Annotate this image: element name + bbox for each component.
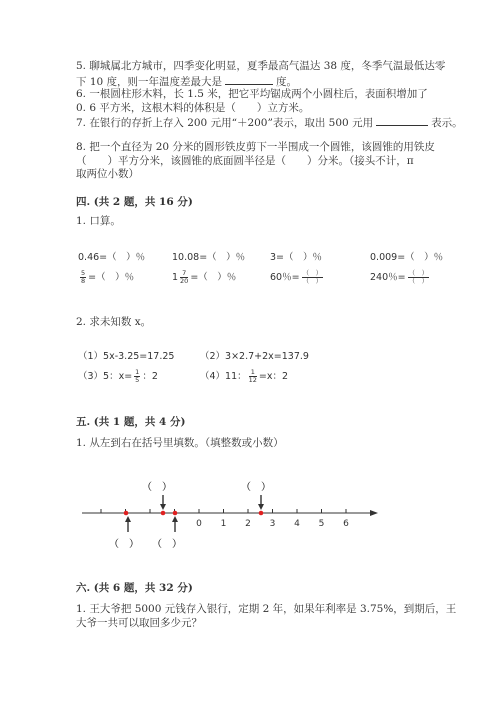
answer-paren[interactable]: （ ） (109, 539, 139, 550)
section-5-heading: 五. (共 1 题，共 4 分) (76, 416, 186, 428)
down-arrow-head (160, 504, 166, 510)
problem-6-line1: 6. 一根圆柱形木料，长 1.5 米，把它平均锯成两个小圆柱后，表面积增加了 (76, 88, 428, 100)
section-4-q1: 1. 口算。 (76, 215, 121, 227)
equation-item: （1）5x-3.25=17.25 (78, 351, 175, 362)
calc-item: 1 $\frac{7}{20}$ =（ ）％ (172, 269, 237, 285)
calc-item: 10.08=（ ）％ (172, 252, 246, 263)
calc-item: $\frac{5}{8}$ =（ ）％ (81, 269, 135, 285)
arrow-head-icon (370, 510, 378, 516)
problem-8-line1: 8. 把一个直径为 20 分米的圆形铁皮剪下一半围成一个圆锥，该圆锥的用铁皮 (76, 141, 435, 153)
problem-8-line2: （ ）平方分米，该圆锥的底面圆半径是（ ）分米。（接头不计，π (76, 155, 414, 167)
calc-item: 0.009=（ ）％ (370, 252, 444, 263)
number-line-point-marker (124, 511, 129, 516)
section-4-q2: 2. 求未知数 x。 (76, 316, 152, 328)
number-line-tick-label: 4 (294, 519, 300, 529)
problem-7-line (76, 116, 463, 130)
section-5-q1: 1. 从左到右在括号里填数。（填整数或小数） (76, 437, 284, 449)
up-arrow-head (125, 516, 131, 522)
equation-item: （4）11： $\frac{1}{12}$ =x：2 (200, 368, 289, 384)
section-4-heading: 四. (共 2 题，共 16 分) (76, 196, 193, 208)
number-line-tick-label: 3 (269, 519, 276, 529)
number-line-figure (0, 475, 500, 565)
answer-blank[interactable] (376, 116, 428, 126)
calc-item: 60％= $\frac{( )}{( )}$ (270, 269, 323, 285)
number-line-tick-label: 2 (245, 519, 251, 529)
equation-item: （3）5：x= $\frac{1}{5}$ ：2 (78, 368, 158, 384)
calc-item: 0.46=（ ）％ (78, 252, 146, 263)
problem-5-line2 (76, 75, 297, 89)
section-6-q1-line1: 1. 王大爷把 5000 元钱存入银行，定期 2 年，如果年利率是 3.75%，到期后，王 (76, 603, 457, 615)
fraction: $\frac{1}{12}$ (248, 368, 257, 384)
number-line-tick-label: 6 (343, 519, 349, 529)
problem-8-line3: 取两位小数） (76, 168, 139, 180)
problem-7-text-post: 表示。 (431, 117, 463, 129)
number-line-point-marker (173, 511, 178, 516)
fraction-blank[interactable]: $\frac{( )}{( )}$ (408, 269, 429, 285)
answer-paren[interactable]: （ ） (152, 539, 182, 550)
calc-item: 3=（ ）％ (270, 252, 323, 263)
answer-paren[interactable]: （ ） (142, 482, 172, 493)
fraction: $\frac{5}{8}$ (81, 269, 86, 285)
answer-paren[interactable]: （ ） (241, 482, 271, 493)
number-line-tick-label: 0 (196, 519, 202, 529)
section-6-q1-line2: 大爷一共可以取回多少元？ (76, 617, 202, 629)
fraction: $\frac{1}{5}$ (135, 368, 140, 384)
problem-5-line1: 5. 聊城属北方城市，四季变化明显，夏季最高气温达 38 度，冬季气温最低达零 (76, 60, 446, 72)
problem-5-text-pre: 下 10 度，则一年温度差最大是 (76, 76, 223, 88)
up-arrow-head (172, 516, 178, 522)
problem-7-text-pre: 7. 在银行的存折上存入 200 元用“＋200”表示，取出 500 元用 (76, 117, 374, 129)
problem-6-line2: 0. 6 平方米，这根木料的体积是（ ）立方米。 (76, 102, 310, 114)
number-line-point-marker (161, 511, 166, 516)
number-line-point-marker (259, 511, 264, 516)
number-line-tick-label: 5 (318, 519, 325, 529)
problem-5-text-post: 度。 (276, 76, 298, 88)
section-6-heading: 六. (共 6 题，共 32 分) (76, 582, 193, 594)
answer-blank[interactable] (225, 75, 273, 85)
fraction-blank[interactable]: $\frac{( )}{( )}$ (302, 269, 323, 285)
number-line-tick-label: 1 (220, 519, 227, 529)
equation-item: （2）3×2.7+2x=137.9 (200, 351, 309, 362)
calc-item: 240％= $\frac{( )}{( )}$ (370, 269, 429, 285)
fraction: $\frac{7}{20}$ (180, 269, 189, 285)
down-arrow-head (258, 504, 264, 510)
